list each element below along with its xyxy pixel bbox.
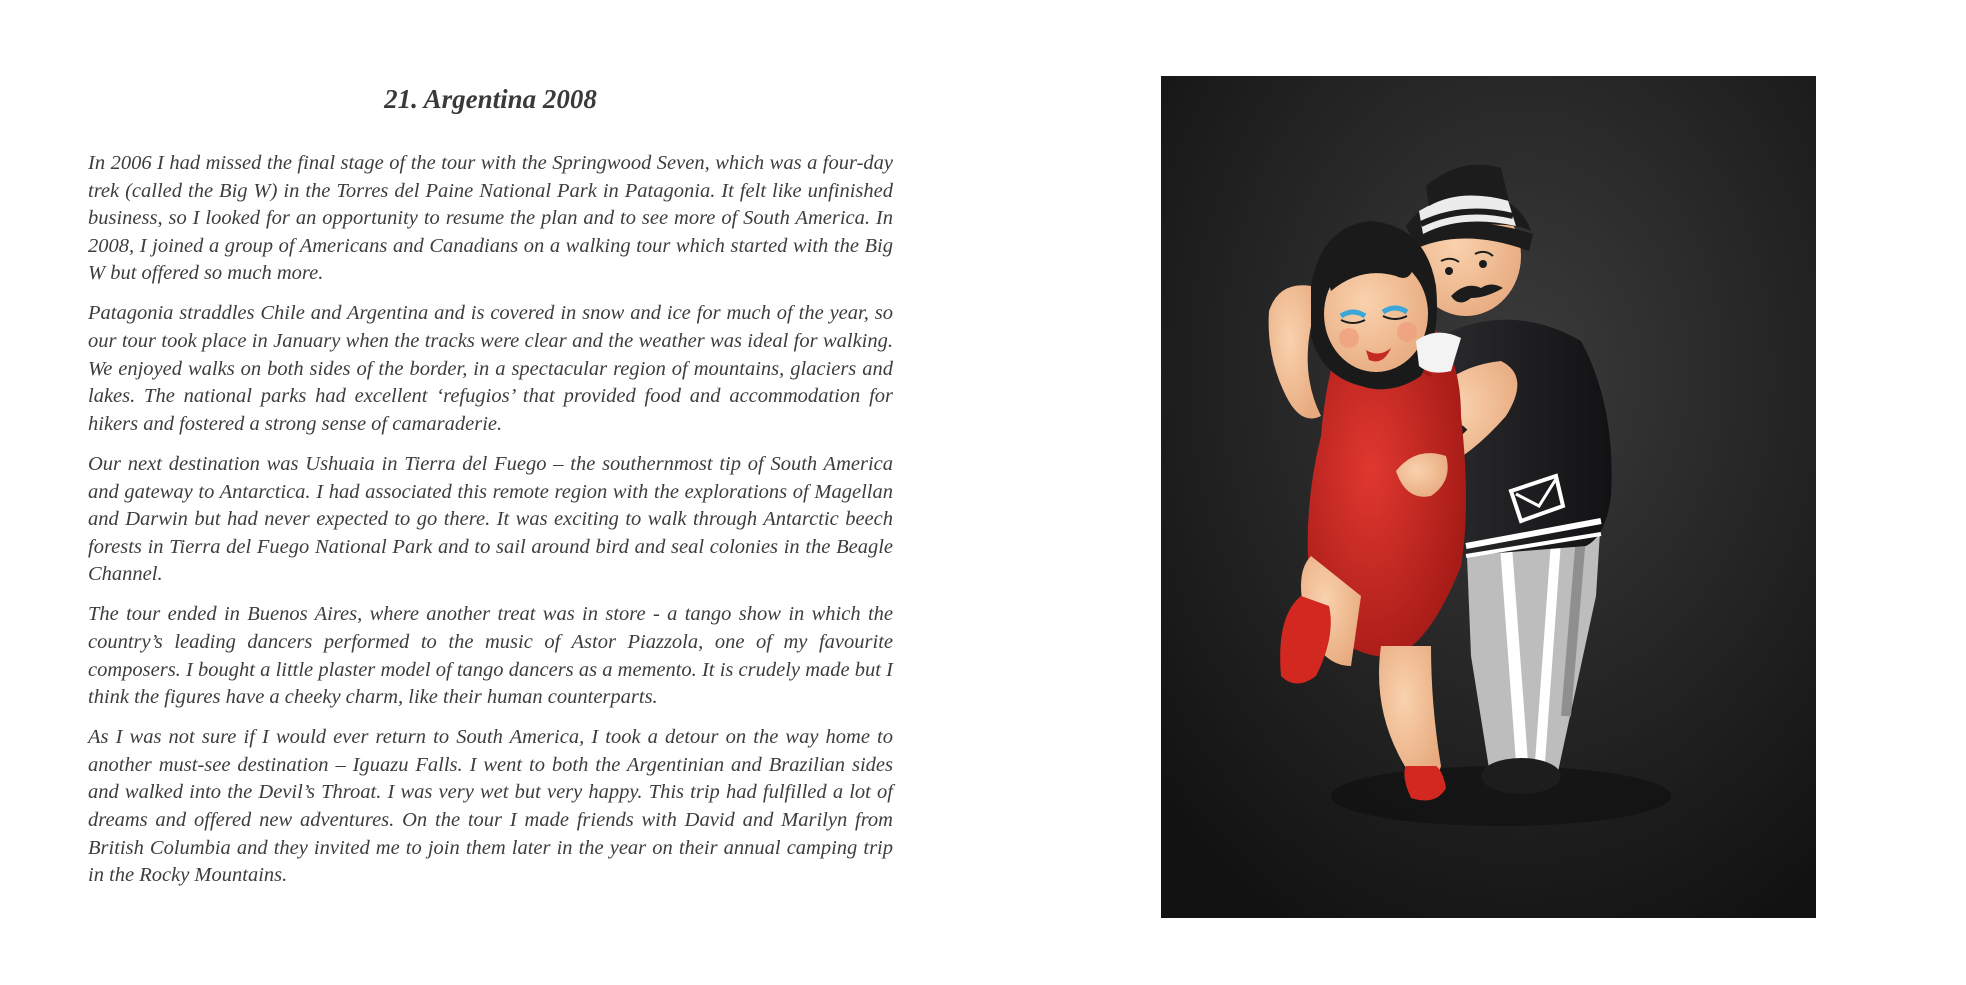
paragraph: Patagonia straddles Chile and Argentina and is covered in snow and ice for much of the year, so our tour took place in January when the tracks were clear and the weather was ideal for walking. We enjoyed walks on both sides of the border, in a spectacular region of mountains, glaciers and lakes. The national parks had excellent ‘refugios’ that provided food and accommodation for hikers and fostered a strong sense of camaraderie.	[88, 302, 893, 435]
paragraph: The tour ended in Buenos Aires, where another treat was in store - a tango show in which the country’s leading dancers performed to the music of Astor Piazzola, one of my favourite composers. I bought a little plaster model of tango dancers as a memento. It is crudely made but I think the figures have a cheeky charm, like their human counterparts.	[88, 603, 893, 709]
body-text	[88, 150, 893, 902]
paragraph: In 2006 I had missed the final stage of the tour with the Springwood Seven, which was a four-day trek (called the Big W) in the Torres del Paine National Park in Patagonia. It felt like unfinished business, so I looked for an opportunity to resume the plan and to see more of South America. In 2008, I joined a group of Americans and Canadians on a walking tour which started with the Big W but offered so much more.	[88, 152, 893, 285]
paragraph: As I was not sure if I would ever return to South America, I took a detour on the way home to another must-see destination – Iguazu Falls. I went to both the Argentinian and Brazilian sides and walked into the Devil’s Throat. I was very wet but very happy. This trip had fulfilled a lot of dreams and offered new adventures. On the tour I made friends with David and Marilyn from British Columbia and they invited me to join them later in the year on their annual camping trip in the Rocky Mountains.	[88, 726, 893, 887]
tango-figurine-photo	[1161, 76, 1816, 918]
tango-figurine-illustration	[1161, 76, 1816, 918]
paragraph: Our next destination was Ushuaia in Tierra del Fuego – the southernmost tip of South America and gateway to Antarctica. I had associated this remote region with the explorations of Magellan and Darwin but had never expected to go there. It was exciting to walk through Antarctic beech forests in Tierra del Fuego National Park and to sail around bird and seal colonies in the Beagle Channel.	[88, 452, 893, 586]
page-title: 21. Argentina 2008	[384, 84, 597, 114]
